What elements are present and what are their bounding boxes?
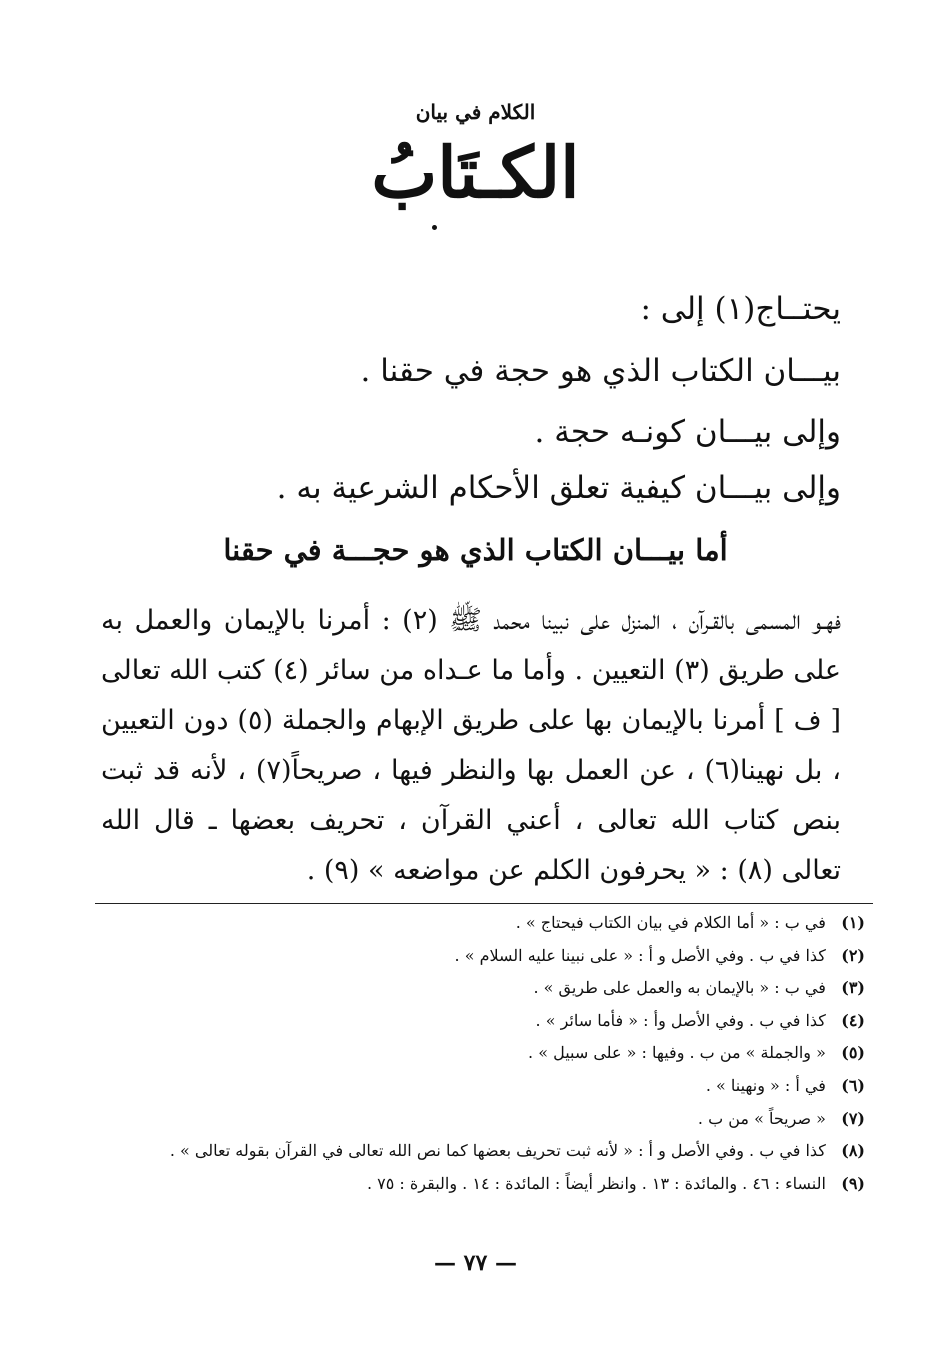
title-ornament-dot	[432, 225, 437, 230]
footnote-number: (٢)	[841, 945, 865, 965]
footnote	[85, 1103, 865, 1136]
footnote-number: (٣)	[841, 978, 865, 998]
intro-line-1: يحتــاج(١) إلى :	[640, 291, 841, 327]
footnote	[85, 1168, 865, 1201]
footnote-text: كذا في ب . وفي الأصل و أ : « على نبينا عليه السلام » .	[454, 945, 826, 965]
body-paragraph: فهـو المسمى بالقـرآن ، المنزل على نبينا محمد ﷺ (٢) : أمرنا بالإيمان والعمل به على طريق (٣) التعيين . وأما ما عـداه من سائر (٤) كتب الله تعالى [ ف ] أمرنا بالإيمان بها على طريق الإبهام والجملة (٥) دون التعيين ، بل نهينا(٦) ، عن العمل بها والنظر فيها ، صريحاً(٧) ، لأنه قد ثبت بنص كتاب الله تعالى ، أعني القرآن ، تحريف بعضها ـ قال الله تعالى (٨) : « يحرفون الكلم عن مواضعه » (٩) .	[101, 605, 841, 886]
footnotes-list	[85, 907, 865, 1200]
footnote-divider	[95, 903, 873, 904]
footnote	[85, 907, 865, 940]
footnote	[85, 1005, 865, 1038]
footnote	[85, 1070, 865, 1103]
page-number: — ٧٧ —	[434, 1250, 517, 1276]
footnote-text: « صريحاً » من ب .	[697, 1108, 826, 1128]
footnote-number: (٨)	[841, 1141, 865, 1161]
section-pre-title: الكلام في بيان	[415, 100, 536, 124]
footnote	[85, 940, 865, 973]
footnote-text: « والجملة » من ب . وفيها : « على سبيل » .	[528, 1043, 826, 1063]
footnote-text: كذا في ب . وفي الأصل وأ : « فأما سائر » .	[535, 1010, 826, 1030]
footnote	[85, 1135, 865, 1168]
footnote	[85, 1037, 865, 1070]
footnote-text: النساء : ٤٦ . والمائدة : ١٣ . وانظر أيضاً : المائدة : ١٤ . والبقرة : ٧٥ .	[366, 1173, 826, 1193]
intro-line-3: وإلى بيـــان كونـه حجة .	[534, 414, 841, 450]
footnote-text: كذا في ب . وفي الأصل و أ : « لأنه ثبت تحريف بعضها كما نص الله تعالى في القرآن بقوله تعالى » .	[169, 1141, 826, 1161]
footnote-number: (٤)	[841, 1010, 865, 1030]
footnote-number: (١)	[841, 913, 865, 932]
footnote	[85, 972, 865, 1005]
footnote-number: (٩)	[841, 1173, 865, 1193]
footnote-number: (٧)	[841, 1108, 865, 1128]
section-subheading: أما بيـــان الكتاب الذي هو حجـــة في حقنا	[223, 533, 728, 567]
footnote-text: في ب : « أما الكلام في بيان الكتاب فيحتاج » .	[515, 913, 826, 932]
chapter-title: الكـتَابُ	[371, 131, 580, 214]
footnote-number: (٦)	[841, 1075, 865, 1095]
footnote-text: في ب : « بالإيمان به والعمل على طريق » .	[533, 978, 826, 998]
intro-line-2: بيـــان الكتاب الذي هو حجة في حقنا .	[360, 353, 841, 389]
footnote-text: في أ : « ونهينا » .	[705, 1075, 826, 1095]
intro-line-4: وإلى بيـــان كيفية تعلق الأحكام الشرعية به .	[276, 470, 841, 506]
footnote-number: (٥)	[841, 1043, 865, 1063]
